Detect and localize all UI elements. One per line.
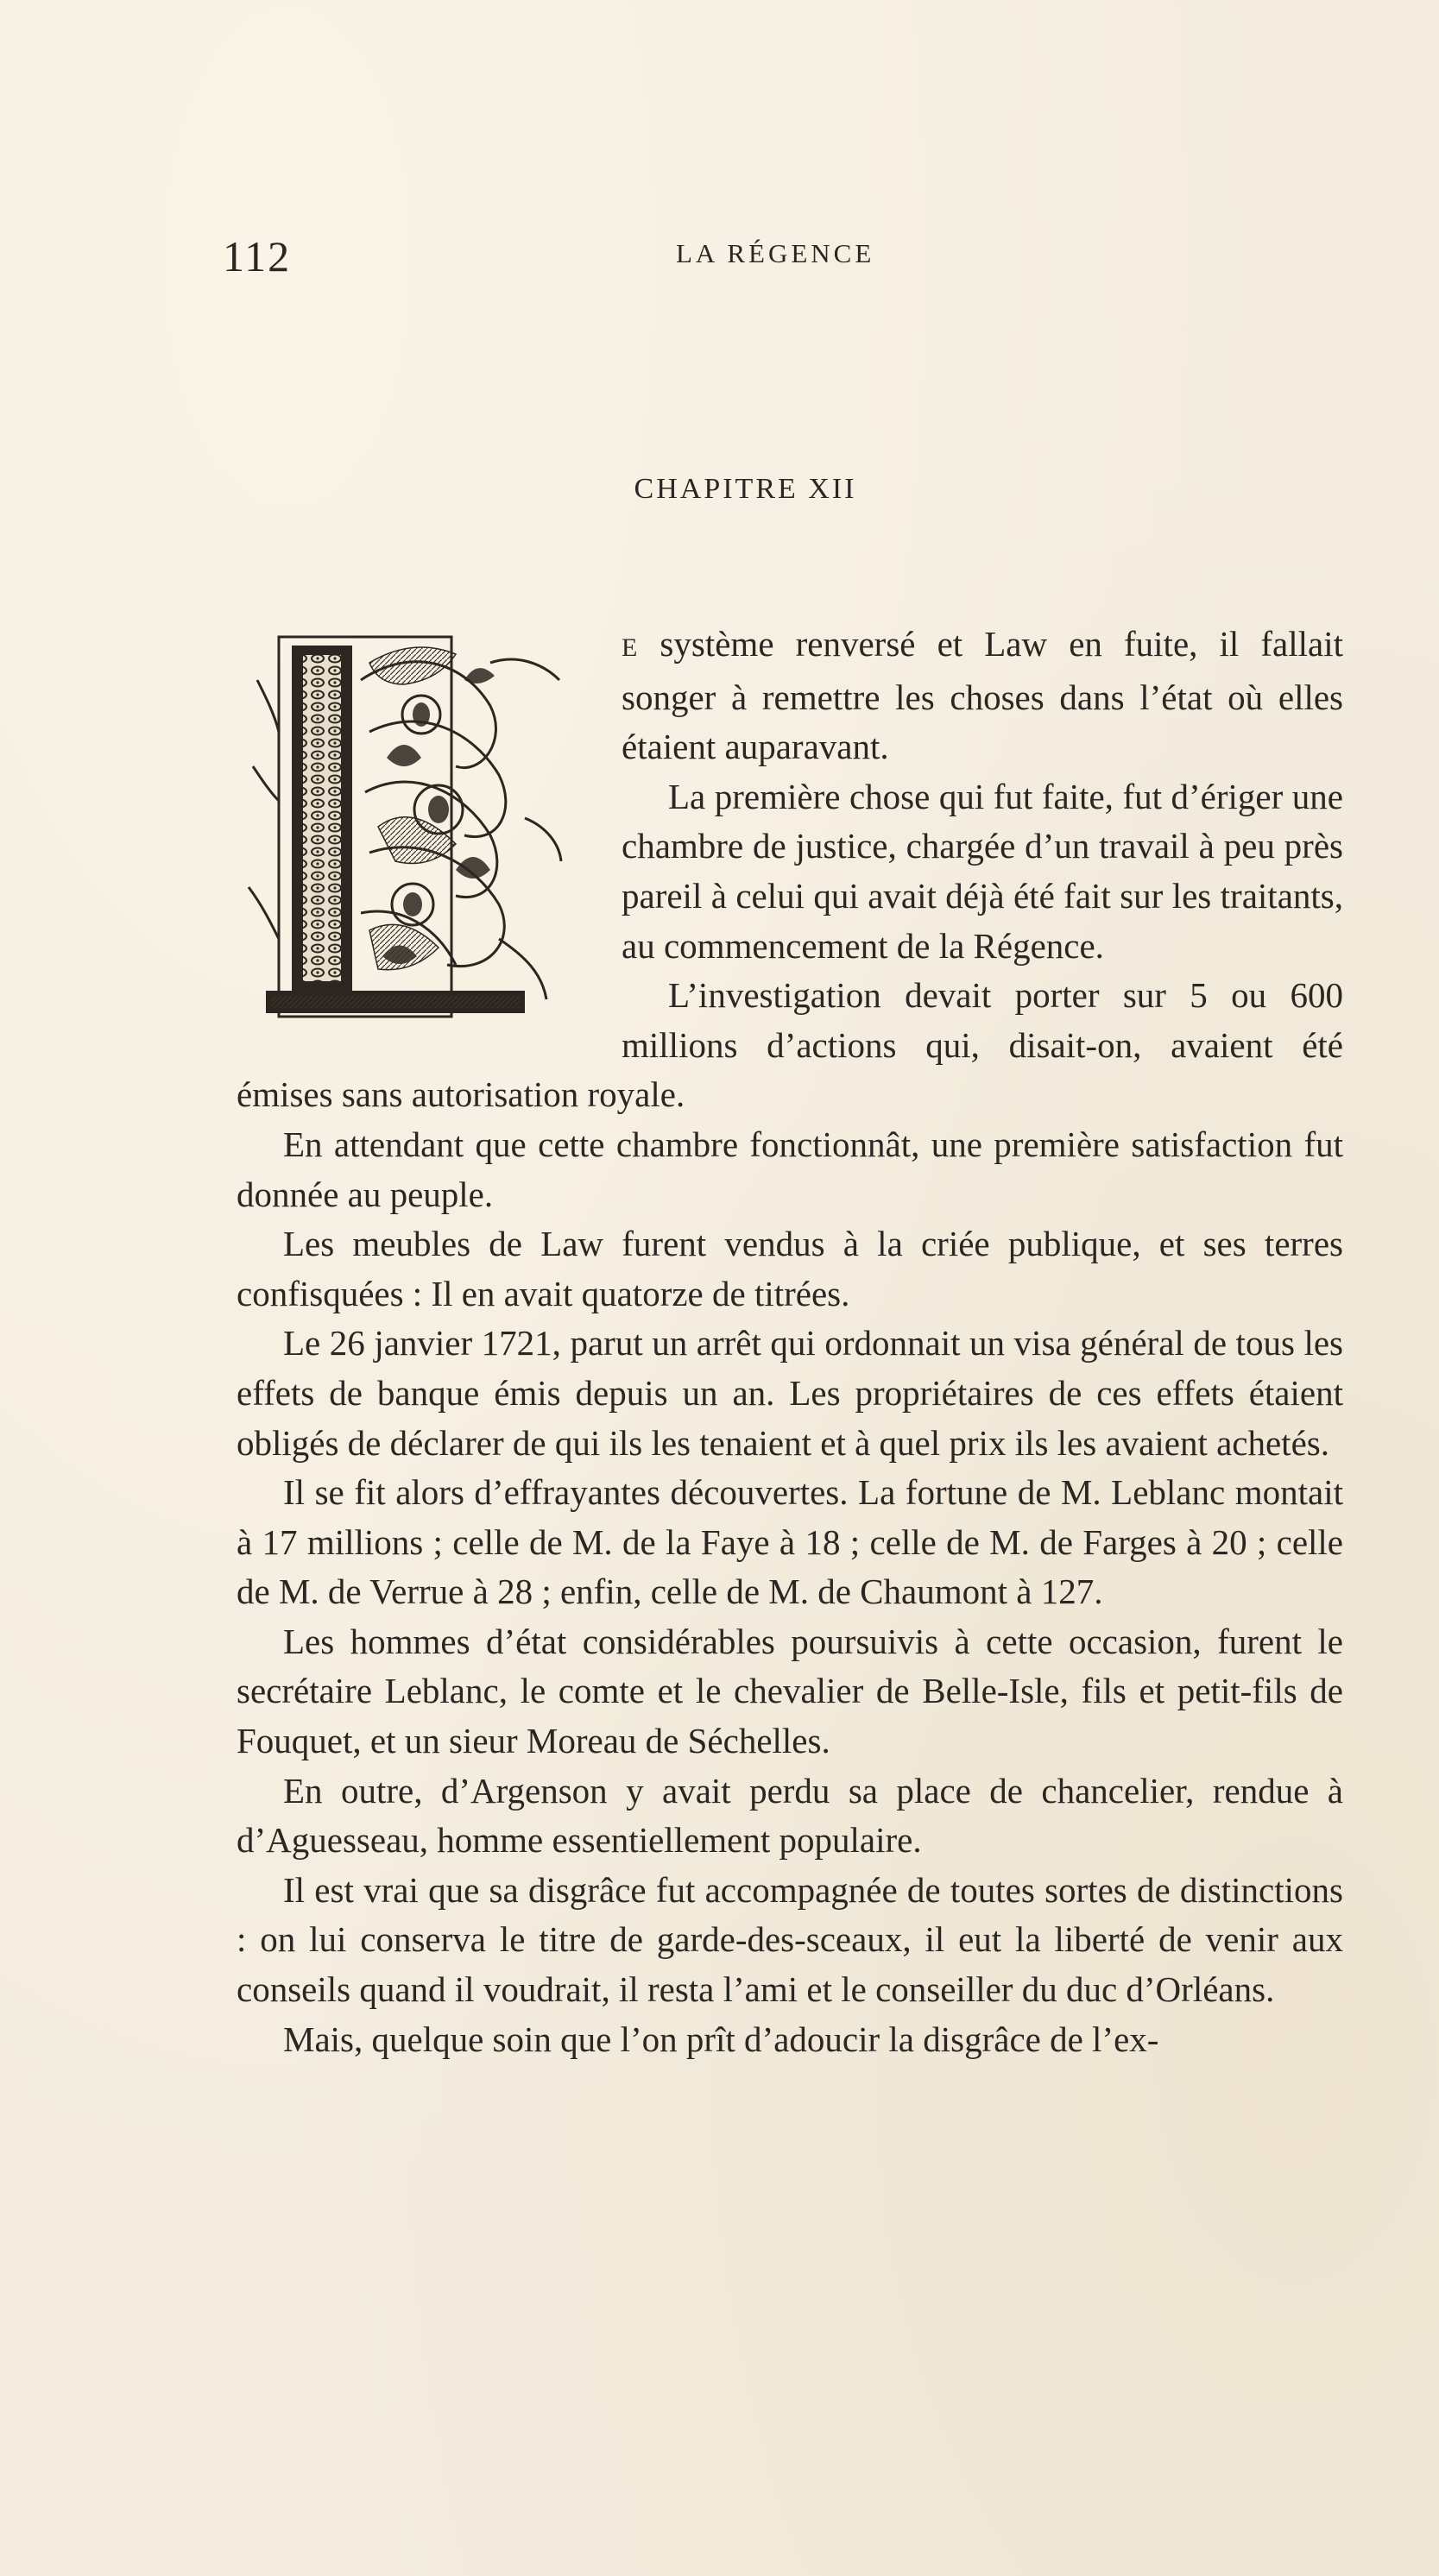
running-title: LA RÉGENCE (676, 238, 875, 268)
paragraph: L’investigation devait porter sur 5 ou 600 millions d’actions qui, disait-on, avaient été émises sans autorisation royale. (237, 975, 1343, 1115)
initial-rest: E (622, 633, 639, 662)
paragraph: En outre, d’Argenson y avait perdu sa place de chancelier, rendue à d’Aguesseau, homme essentiellement populaire. (237, 1770, 1343, 1861)
paragraph: Les hommes d’état considérables poursuivis à cette occasion, furent le secrétaire Leblanc, le comte et le chevalier de Belle-Isle, fils et petit-fils de Fouquet, et un sieur Moreau de Séchelles. (237, 1621, 1343, 1761)
paragraph-text: système renversé et Law en fuite, il fallait songer à remettre les choses dans l’état où elles étaient auparavant. (622, 624, 1343, 767)
page-number: 112 (223, 232, 292, 280)
paragraph: Il est vrai que sa disgrâce fut accompagnée de toutes sortes de distinctions : on lui conserva le titre de garde-des-sceaux, il eut la liberté de venir aux conseils quand il voudrait, il resta l’ami et le conseiller du duc d’Orléans. (237, 1869, 1343, 2010)
paragraph: Le 26 janvier 1721, parut un arrêt qui ordonnait un visa général de tous les effets de banque émis depuis un an. Les propriétaires de ces effets étaient obligés de déclarer de qui ils les tenaient et à quel prix ils les avaient achetés. (237, 1323, 1343, 1463)
running-head (223, 231, 1345, 283)
chapter-heading: CHAPITRE XII (634, 473, 857, 505)
body-text (237, 620, 1343, 2064)
paragraph: Mais, quelque soin que l’on prît d’adoucir la disgrâce de l’ex- (283, 2019, 1159, 2059)
paragraph: Les meubles de Law furent vendus à la criée publique, et ses terres confisquées : Il en avait quatorze de titrées. (237, 1224, 1343, 1313)
paragraph: La première chose qui fut faite, fut d’ériger une chambre de justice, chargée d’un travail à peu près pareil à celui qui avait déjà été fait sur les traitants, au commencement de la Régence. (622, 776, 1343, 966)
paragraph: Il se fit alors d’effrayantes découvertes. La fortune de M. Leblanc montait à 17 millions ; celle de M. de la Faye à 18 ; celle de M. de Farges à 20 ; celle de M. de Verrue à 28 ; enfin, celle de M. de Chaumont à 127. (237, 1472, 1343, 1612)
paragraph: En attendant que cette chambre fonctionnât, une première satisfaction fut donnée au peuple. (237, 1124, 1343, 1214)
drop-cap-space (237, 620, 622, 1042)
